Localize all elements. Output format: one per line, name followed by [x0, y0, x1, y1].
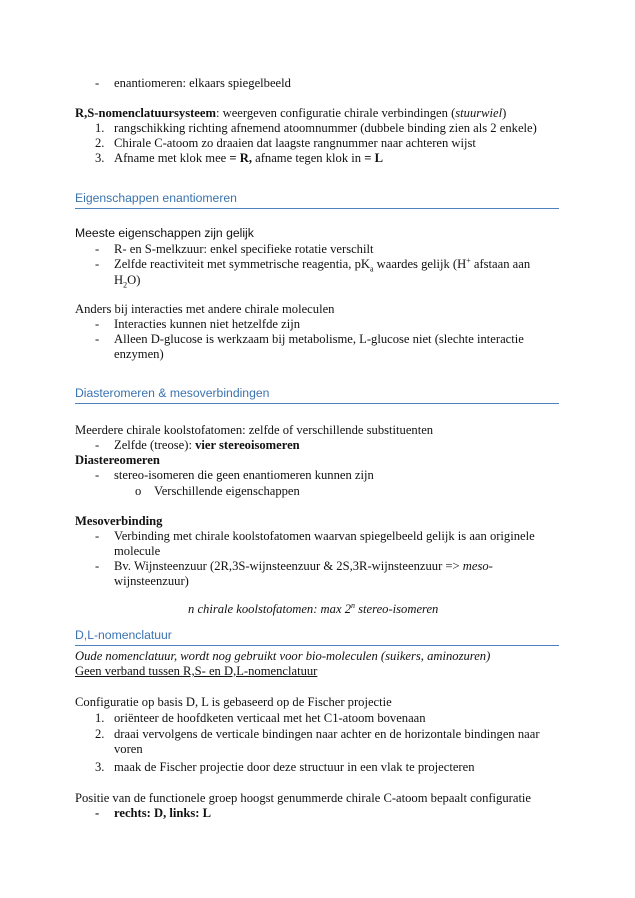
- list-number: 1.: [95, 121, 105, 135]
- bold-span: = L: [364, 151, 383, 165]
- text-span: n chirale koolstofatomen: max 2: [188, 602, 351, 616]
- list-item: stereo-isomeren die geen enantiomeren kunnen zijn: [114, 468, 374, 482]
- subscript: 2: [123, 280, 128, 290]
- list-item: Alleen D-glucose is werkzaam bij metabolisme, L-glucose niet (slechte interactie: [114, 332, 524, 346]
- list-number: 3.: [95, 760, 105, 774]
- bullet-dash: -: [95, 559, 100, 573]
- list-item: draai vervolgens de verticale bindingen naar achter en de horizontale bindingen naar: [114, 727, 540, 741]
- bullet-dash: -: [95, 242, 100, 256]
- text-span: Zelfde reactiviteit met symmetrische reagentia, pK: [114, 257, 370, 271]
- bullet-dash: -: [95, 76, 100, 90]
- bullet-circle: o: [135, 484, 142, 498]
- subheading: [75, 453, 160, 468]
- rs-desc-end: ): [502, 106, 507, 120]
- bullet-dash: -: [95, 438, 100, 452]
- underline-span: Geen verband tussen R,S- en D,L-nomenclatuur: [75, 664, 318, 678]
- list-item: Chirale C-atoom zo draaien dat laagste rangnummer naar achteren wijst: [114, 136, 476, 150]
- bold-span: = R,: [229, 151, 252, 165]
- text-span: Zelfde (treose):: [114, 438, 196, 452]
- text-span: afstaan aan: [470, 257, 531, 271]
- subheading-text: Mesoverbinding: [75, 514, 163, 528]
- text-line: Positie van de functionele groep hoogst genummerde chirale C-atoom bepaalt configuratie: [75, 791, 532, 805]
- list-number: 1.: [95, 711, 105, 725]
- text-span: H: [114, 273, 124, 287]
- subscript: a: [369, 264, 374, 274]
- bold-span: vier stereoisomeren: [195, 438, 300, 452]
- rs-title: R,S-nomenclatuursysteem: [75, 106, 216, 120]
- text-span: waardes gelijk (H: [373, 257, 467, 271]
- list-number: 2.: [95, 136, 105, 150]
- text-span: Bv. Wijnsteenzuur (2R,3S-wijnsteenzuur & 2S,3R-wijnsteenzuur =>: [114, 559, 463, 573]
- rs-heading-line: [75, 106, 506, 121]
- text-span: Afname met klok mee: [114, 151, 230, 165]
- text-span: afname tegen klok in: [251, 151, 365, 165]
- list-item: oriënteer de hoofdketen verticaal met het C1-atoom bovenaan: [114, 711, 426, 725]
- superscript: +: [466, 255, 471, 265]
- section-heading-dl: D,L-nomenclatuur: [75, 628, 559, 646]
- bullet-dash: -: [95, 317, 100, 331]
- bold-span: rechts: D, links: L: [114, 806, 212, 820]
- subheading: [75, 514, 162, 529]
- text-span: O): [127, 273, 141, 287]
- list-item-cont: wijnsteenzuur): [114, 574, 189, 588]
- list-item: Verbinding met chirale koolstofatomen waarvan spiegelbeeld gelijk is aan originele: [114, 529, 535, 543]
- bullet-dash: -: [95, 332, 100, 346]
- list-item: [114, 151, 383, 166]
- text-line: Anders bij interacties met andere chirale moleculen: [75, 302, 335, 316]
- text-span: stereo-isomeren: [355, 602, 439, 616]
- list-item: rangschikking richting afnemend atoomnummer (dubbele binding zien als 2 enkele): [114, 121, 537, 135]
- bullet-dash: -: [95, 806, 100, 820]
- subheading-text: Diastereomeren: [75, 453, 160, 467]
- italic-span: Oude nomenclatuur, wordt nog gebruikt voor bio-moleculen (suikers, aminozuren): [75, 649, 491, 663]
- list-item: [114, 438, 300, 453]
- bullet-dash: -: [95, 529, 100, 543]
- section-heading-diasteromeren: Diasteromeren & mesoverbindingen: [75, 386, 559, 404]
- list-number: 3.: [95, 151, 105, 165]
- list-item: Verschillende eigenschappen: [154, 484, 300, 498]
- text-line: [75, 664, 317, 679]
- text-line: Meeste eigenschappen zijn gelijk: [75, 226, 254, 240]
- text-line: Meerdere chirale koolstofatomen: zelfde of verschillende substituenten: [75, 423, 434, 437]
- list-number: 2.: [95, 727, 105, 741]
- list-item: [114, 806, 211, 821]
- list-item-cont: [114, 273, 140, 288]
- text-line: enantiomeren: elkaars spiegelbeeld: [114, 76, 291, 90]
- bullet-dash: -: [95, 468, 100, 482]
- rs-desc: : weergeven configuratie chirale verbindingen (: [215, 106, 456, 120]
- list-item-cont: enzymen): [114, 347, 164, 361]
- section-heading-enantiomeren: Eigenschappen enantiomeren: [75, 191, 559, 209]
- text-line: [75, 649, 490, 664]
- italic-span: meso-: [462, 559, 493, 573]
- rs-desc-italic: stuurwiel: [455, 106, 503, 120]
- list-item-cont: molecule: [114, 544, 161, 558]
- superscript: n: [351, 600, 355, 610]
- list-item: maak de Fischer projectie door deze structuur in een vlak te projecteren: [114, 760, 475, 774]
- list-item: R- en S-melkzuur: enkel specifieke rotatie verschilt: [114, 242, 374, 256]
- list-item-cont: voren: [114, 742, 143, 756]
- list-item: Interacties kunnen niet hetzelfde zijn: [114, 317, 301, 331]
- rule-line: [188, 602, 438, 617]
- list-item: [114, 559, 493, 574]
- text-line: Configuratie op basis D, L is gebaseerd op de Fischer projectie: [75, 695, 392, 709]
- list-item: [114, 257, 530, 272]
- bullet-dash: -: [95, 257, 100, 271]
